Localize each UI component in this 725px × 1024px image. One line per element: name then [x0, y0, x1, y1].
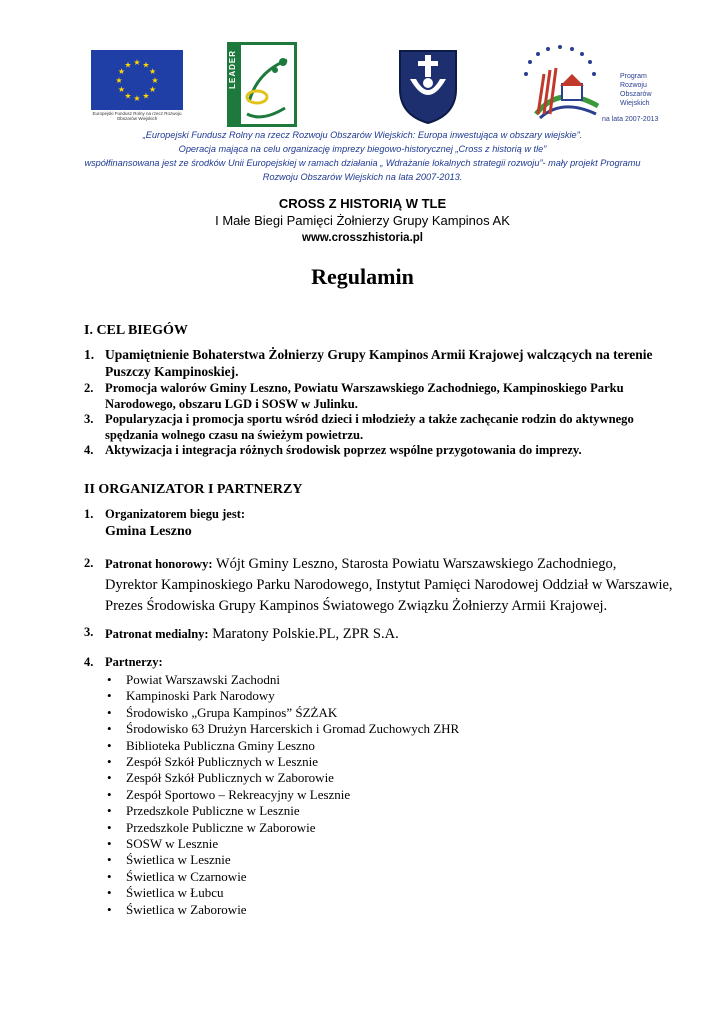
partner-item: • Przedszkole Publiczne w Zaborowie: [107, 820, 459, 836]
partner-item: • Świetlica w Zaborowie: [107, 902, 459, 918]
leader-logo-text: LEADER: [228, 50, 237, 89]
objective-text: Popularyzacja i promocja sportu wśród dzieci i młodzieży a także zachęcanie rodzin do aktywnego spędzania wolnego czasu na świeżym powietrzu.: [105, 412, 634, 442]
event-subtitle: I Małe Biegi Pamięci Żołnierzy Grupy Kampinos AK: [215, 213, 510, 228]
leader-logo: [227, 42, 297, 127]
organizer-value: Gmina Leszno: [105, 524, 192, 539]
eu-star-icon: ★: [149, 67, 157, 76]
partner-item: • Biblioteka Publiczna Gminy Leszno: [107, 738, 459, 754]
honorary-patronage-item: [84, 553, 684, 617]
objectives-list: [84, 346, 664, 459]
partners-item: [84, 655, 684, 670]
partner-item: • Powiat Warszawski Zachodni: [107, 672, 459, 688]
funding-line-4: Rozwoju Obszarów Wiejskich na lata 2007-2013.: [262, 172, 463, 182]
partner-item: • Zespół Szkół Publicznych w Zaborowie: [107, 770, 459, 786]
eu-flag-icon: [91, 50, 183, 110]
eu-star-icon: ★: [115, 76, 123, 85]
event-header: [0, 195, 725, 246]
objective-item: [84, 412, 664, 443]
event-title: CROSS Z HISTORIĄ W TLE: [278, 196, 447, 211]
partner-item: • SOSW w Lesznie: [107, 836, 459, 852]
eu-star-icon: ★: [133, 94, 141, 103]
eu-star-icon: ★: [142, 60, 150, 70]
media-value: Maratony Polskie.PL, ZPR S.A.: [208, 626, 399, 642]
media-patronage-item: [84, 625, 684, 643]
eu-star-icon: ★: [142, 91, 150, 101]
prow-logo-text: [620, 72, 652, 108]
eu-star-icon: ★: [124, 91, 132, 101]
logo-strip: [0, 42, 725, 132]
eu-star-icon: ★: [117, 67, 125, 76]
partner-item: • Zespół Szkół Publicznych w Lesznie: [107, 754, 459, 770]
partner-item: • Świetlica w Łubcu: [107, 885, 459, 901]
funding-line-2: Operacja mająca na celu organizację imprezy biegowo-historycznej „Cross z historią w tle”: [178, 144, 547, 154]
honorary-line-2: Dyrektor Kampinoskiego Parku Narodowego, Instytut Pamięci Narodowej Oddział w Warszawie,: [105, 577, 673, 593]
eu-star-icon: ★: [133, 58, 141, 67]
prow-line-3: Obszarów: [620, 91, 652, 98]
media-label: Patronat medialny:: [105, 627, 209, 641]
honorary-line-3: Prezes Środowiska Grupy Kampinos Światowego Związku Żołnierzy Armii Krajowej.: [105, 598, 608, 614]
event-url[interactable]: www.crosszhistoria.pl: [302, 232, 423, 244]
partners-label: Partnerzy:: [105, 655, 163, 669]
partner-item: • Świetlica w Czarnowie: [107, 869, 459, 885]
funding-line-3: współfinansowana jest ze środków Unii Europejskiej w ramach działania „ Wdrażanie lokalnych strategii rozwoju”- mały projekt Programu: [84, 158, 641, 168]
honorary-label: Patronat honorowy:: [105, 557, 213, 571]
organizer-label: Organizatorem biegu jest:: [105, 507, 246, 521]
objective-number: 2.: [84, 381, 94, 395]
partner-item: • Kampinoski Park Narodowy: [107, 688, 459, 704]
objective-number: 1.: [84, 347, 95, 362]
organizer-item: [84, 507, 684, 540]
section-2-heading: II ORGANIZATOR I PARTNERZY: [84, 482, 303, 497]
prow-line-4: Wiejskich: [620, 100, 650, 107]
objective-item: [84, 346, 664, 380]
eu-star-icon: ★: [151, 76, 159, 85]
objective-number: 4.: [84, 443, 94, 457]
funding-line-1: „Europejski Fundusz Rolny na rzecz Rozwoju Obszarów Wiejskich: Europa inwestująca w obszary wiejskie”.: [142, 130, 583, 140]
objective-number: 3.: [84, 412, 94, 426]
prow-line-2: Rozwoju: [620, 82, 647, 89]
eu-star-icon: ★: [124, 60, 132, 70]
partners-number: 4.: [84, 655, 94, 669]
objective-text: Aktywizacja i integracja różnych środowisk poprzez wspólne przygotowania do imprezy.: [105, 443, 582, 457]
partner-item: • Świetlica w Lesznie: [107, 852, 459, 868]
partner-item: • Zespół Sportowo – Rekreacyjny w Lesznie: [107, 787, 459, 803]
prow-line-1: Program: [620, 73, 647, 80]
prow-logo: [516, 44, 686, 128]
eu-flag-logo: [91, 50, 183, 120]
section-1-heading: I. CEL BIEGÓW: [84, 323, 188, 338]
eu-caption: Europejski Fundusz Rolny na rzecz Rozwoju Obszarów Wiejskich: [92, 111, 182, 121]
funding-note: [30, 128, 695, 184]
partner-item: • Przedszkole Publiczne w Lesznie: [107, 803, 459, 819]
eu-star-icon: ★: [149, 85, 157, 94]
objective-text: Promocja walorów Gminy Leszno, Powiatu Warszawskiego Zachodniego, Kampinoskiego Parku Narodowego, obszaru LGD i SOSW w Julinku.: [105, 381, 624, 411]
honorary-line-1: Wójt Gminy Leszno, Starosta Powiatu Warszawskiego Zachodniego,: [212, 556, 617, 572]
document-title: Regulamin: [311, 264, 414, 289]
honorary-number: 2.: [84, 556, 94, 570]
objective-item: [84, 381, 664, 412]
objective-text: Upamiętnienie Bohaterstwa Żołnierzy Grupy Kampinos Armii Krajowej walczących na terenie Puszczy Kampinoskiej.: [105, 347, 653, 379]
objective-item: [84, 443, 664, 459]
organizer-number: 1.: [84, 507, 94, 521]
partner-item: • Środowisko 63 Drużyn Harcerskich i Gromad Zuchowych ZHR: [107, 721, 459, 737]
eu-star-icon: ★: [117, 85, 125, 94]
media-number: 3.: [84, 625, 94, 639]
partner-item: • Środowisko „Grupa Kampinos” ŚZŻAK: [107, 705, 459, 721]
prow-years: na lata 2007-2013: [602, 116, 659, 123]
partners-list: [107, 672, 459, 918]
gmina-crest-logo: [396, 45, 460, 125]
